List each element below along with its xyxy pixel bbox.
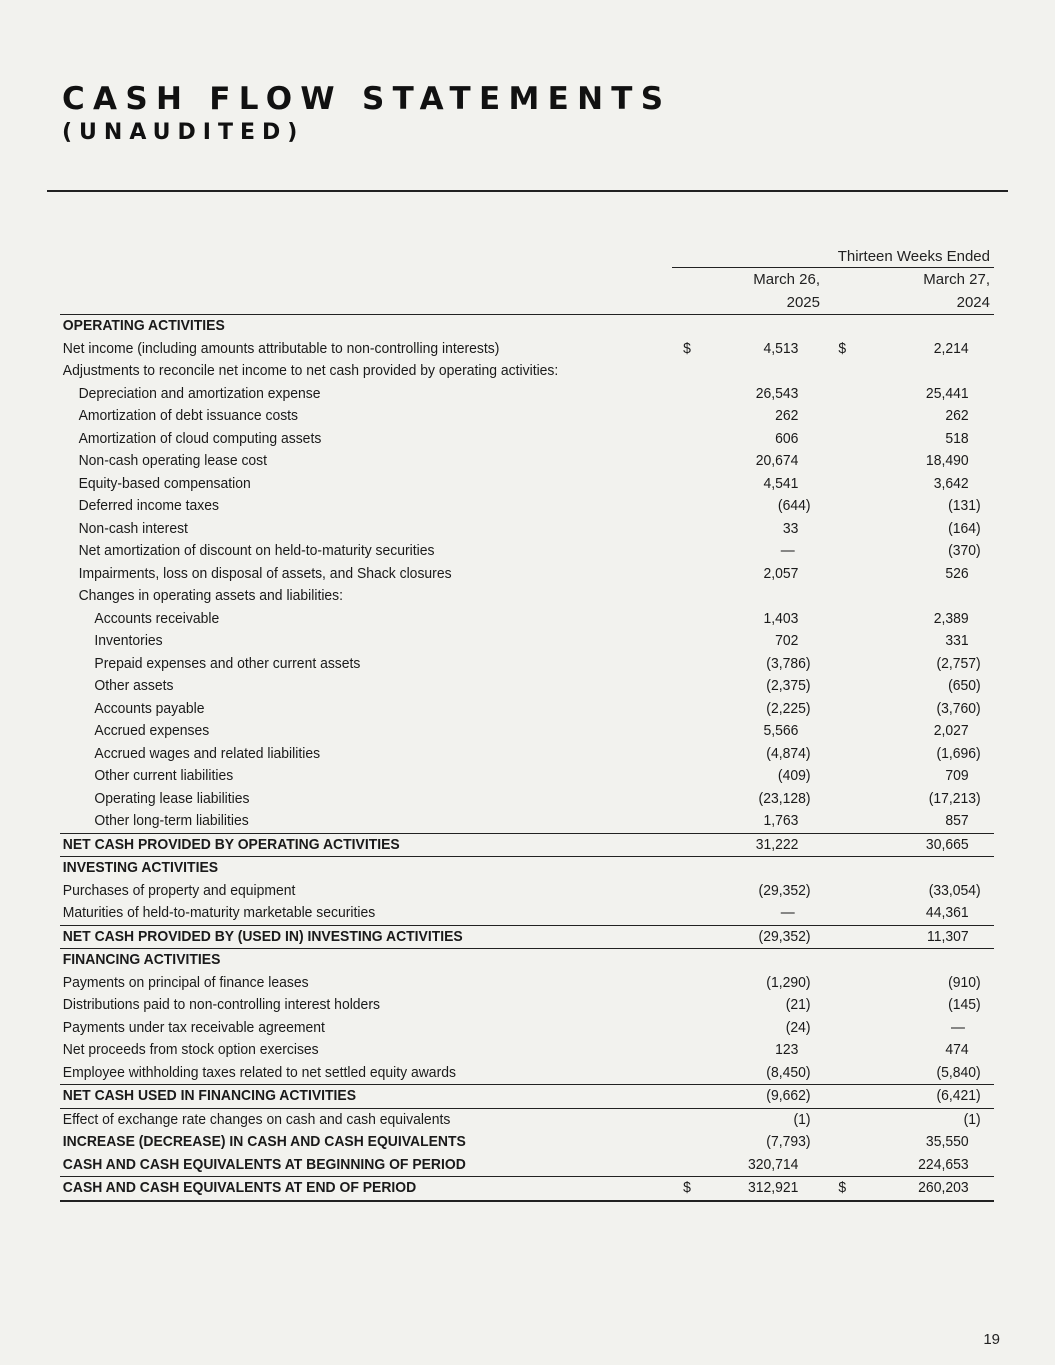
value-2025: 4,541	[763, 474, 799, 492]
value-2024: 2,027	[933, 722, 969, 739]
table-row	[60, 518, 994, 541]
row-label: Equity-based compensation	[78, 474, 251, 492]
row-label: Other current liabilities	[94, 767, 234, 784]
table-row	[60, 675, 994, 698]
row-label: OPERATING ACTIVITIES	[62, 317, 225, 334]
table-row	[60, 1154, 994, 1177]
value-2024: 518	[945, 429, 969, 447]
value-2025: (29,352)	[758, 881, 811, 899]
value-2025: 702	[775, 632, 799, 649]
value-2025: 31,222	[755, 835, 799, 853]
period-header-rule	[672, 267, 994, 268]
value-2024: 35,550	[925, 1133, 969, 1150]
row-label: Net income (including amounts attributable to non-controlling interests)	[62, 339, 500, 357]
table-row	[60, 698, 994, 721]
row-label: Prepaid expenses and other current assets	[94, 654, 361, 672]
period-header: Thirteen Weeks Ended	[837, 248, 990, 265]
table-row	[60, 1017, 994, 1040]
value-2025: 2,057	[763, 564, 799, 582]
row-label: Non-cash operating lease cost	[78, 452, 268, 469]
value-2024: 709	[945, 767, 969, 784]
row-label: NET CASH PROVIDED BY (USED IN) INVESTING ACTIVITIES	[62, 927, 463, 945]
row-label: Operating lease liabilities	[94, 789, 250, 807]
value-2024: (5,840)	[936, 1063, 981, 1081]
row-label: Other long-term liabilities	[94, 812, 249, 829]
value-2024: (370)	[948, 542, 981, 559]
table-row	[60, 450, 994, 473]
table-row	[60, 630, 994, 653]
value-2024: (1,696)	[936, 744, 981, 762]
value-2025: 123	[775, 1041, 799, 1058]
table-row	[60, 540, 994, 563]
page-title: CASH FLOW STATEMENTS	[62, 81, 672, 117]
table-row	[60, 834, 994, 857]
currency-symbol: $	[838, 339, 847, 357]
value-2024: (145)	[948, 996, 981, 1013]
table-row	[60, 608, 994, 631]
table-row	[60, 994, 994, 1017]
row-label: CASH AND CASH EQUIVALENTS AT BEGINNING OF PERIOD	[62, 1155, 466, 1173]
table-row	[60, 765, 994, 788]
value-2025: 606	[775, 429, 799, 447]
value-2025: (644)	[777, 497, 811, 514]
table-row	[60, 1062, 994, 1085]
row-label: Effect of exchange rate changes on cash and cash equivalents	[62, 1110, 451, 1128]
row-label: Deferred income taxes	[78, 497, 219, 514]
table-row	[60, 653, 994, 676]
value-2024: (2,757)	[936, 654, 981, 672]
row-label: Amortization of cloud computing assets	[78, 429, 322, 447]
value-2025: —	[780, 904, 795, 921]
value-2025: (9,662)	[766, 1087, 811, 1104]
value-2024: (1)	[963, 1110, 981, 1128]
value-2024: 2,214	[933, 339, 969, 357]
value-2024: 18,490	[925, 452, 969, 469]
value-2025: (2,375)	[766, 677, 811, 694]
page-subtitle: (UNAUDITED)	[62, 120, 305, 145]
value-2025: 33	[782, 519, 799, 537]
value-2025: 4,513	[763, 339, 799, 357]
value-2025: 1,403	[763, 609, 799, 627]
value-2025: (1)	[793, 1110, 811, 1128]
row-label: Depreciation and amortization expense	[78, 384, 321, 402]
table-row	[60, 585, 994, 608]
table-row	[60, 810, 994, 833]
row-label: Inventories	[94, 632, 163, 649]
table-row	[60, 972, 994, 995]
value-2024: 224,653	[918, 1155, 969, 1173]
value-2025: (23,128)	[758, 789, 811, 807]
table-row	[60, 405, 994, 428]
currency-symbol: $	[683, 339, 691, 357]
column-header-2024-year: 2024	[956, 294, 990, 311]
table-row	[60, 495, 994, 518]
table-row	[60, 743, 994, 766]
column-header-2024-date: March 27,	[923, 271, 990, 288]
value-2025: (7,793)	[766, 1133, 811, 1150]
table-row	[60, 1085, 994, 1108]
value-2025: 5,566	[763, 722, 799, 739]
row-label: Accrued expenses	[94, 722, 210, 739]
table-row	[60, 360, 994, 383]
value-2025: (4,874)	[766, 744, 811, 762]
value-2024: 3,642	[933, 474, 969, 492]
value-2024: 474	[945, 1041, 969, 1058]
table-row	[60, 857, 994, 880]
value-2024: 30,665	[925, 835, 969, 853]
value-2025: (8,450)	[766, 1063, 811, 1081]
row-label: INVESTING ACTIVITIES	[62, 859, 219, 876]
value-2025: (409)	[777, 767, 811, 784]
row-label: Purchases of property and equipment	[62, 881, 296, 899]
row-label: CASH AND CASH EQUIVALENTS AT END OF PERIOD	[62, 1179, 417, 1196]
row-label: Payments under tax receivable agreement	[62, 1018, 325, 1036]
row-label: Other assets	[94, 677, 174, 694]
value-2024: (910)	[948, 973, 981, 991]
row-label: Payments on principal of finance leases	[62, 973, 309, 991]
page-number: 19	[983, 1331, 1000, 1348]
table-row	[60, 949, 994, 972]
value-2024: 331	[945, 632, 969, 649]
currency-symbol: $	[838, 1179, 847, 1196]
row-label: Changes in operating assets and liabilities:	[78, 587, 344, 604]
value-2025: 20,674	[755, 452, 799, 469]
table-row	[60, 720, 994, 743]
value-2024: 44,361	[925, 904, 969, 921]
value-2025: 1,763	[763, 812, 799, 829]
table-row	[60, 788, 994, 811]
row-label: Accounts payable	[94, 699, 205, 717]
table-row	[60, 428, 994, 451]
value-2025: (29,352)	[758, 927, 811, 945]
value-2024: 857	[945, 812, 969, 829]
table-row	[60, 1039, 994, 1062]
value-2024: 2,389	[933, 609, 969, 627]
value-2025: —	[780, 542, 795, 559]
value-2025: 312,921	[747, 1179, 799, 1196]
value-2024: (3,760)	[936, 699, 981, 717]
row-label: Net amortization of discount on held-to-maturity securities	[78, 542, 435, 559]
column-header-2025-date: March 26,	[753, 271, 820, 288]
row-label: Amortization of debt issuance costs	[78, 407, 299, 424]
row-label: Distributions paid to non-controlling interest holders	[62, 996, 380, 1013]
value-2025: 26,543	[755, 384, 799, 402]
value-2025: (1,290)	[766, 973, 811, 991]
value-2025: (24)	[785, 1018, 811, 1036]
row-label: Adjustments to reconcile net income to net cash provided by operating activities:	[62, 362, 559, 379]
value-2024: (164)	[948, 519, 981, 537]
row-label: NET CASH USED IN FINANCING ACTIVITIES	[62, 1087, 357, 1104]
row-label: Maturities of held-to-maturity marketable securities	[62, 904, 376, 921]
value-2024: 25,441	[925, 384, 969, 402]
row-divider	[60, 1200, 994, 1202]
value-2024: (6,421)	[936, 1087, 981, 1104]
table-row	[60, 926, 994, 949]
table-row	[60, 315, 994, 338]
column-header-2025-year: 2025	[786, 294, 820, 311]
title-divider	[47, 190, 1008, 192]
value-2025: 320,714	[747, 1155, 799, 1173]
value-2024: 262	[945, 407, 969, 424]
table-row	[60, 473, 994, 496]
value-2024: (33,054)	[928, 881, 981, 899]
value-2025: (3,786)	[766, 654, 811, 672]
value-2024: (650)	[948, 677, 981, 694]
row-label: Impairments, loss on disposal of assets, and Shack closures	[78, 564, 452, 582]
value-2025: (2,225)	[766, 699, 811, 717]
value-2024: 526	[945, 564, 969, 582]
table-row	[60, 338, 994, 361]
row-label: Net proceeds from stock option exercises	[62, 1041, 319, 1058]
table-row	[60, 383, 994, 406]
row-label: NET CASH PROVIDED BY OPERATING ACTIVITIES	[62, 835, 400, 853]
value-2024: 11,307	[926, 927, 969, 945]
cash-flow-table	[60, 314, 994, 1202]
row-label: Non-cash interest	[78, 519, 188, 537]
table-row	[60, 1177, 994, 1200]
table-row	[60, 880, 994, 903]
row-label: FINANCING ACTIVITIES	[62, 951, 221, 968]
table-row	[60, 1109, 994, 1132]
value-2024: (17,213)	[928, 789, 981, 807]
value-2024: —	[950, 1018, 965, 1036]
row-label: Accrued wages and related liabilities	[94, 744, 321, 762]
value-2024: (131)	[948, 497, 981, 514]
value-2025: (21)	[785, 996, 811, 1013]
value-2025: 262	[775, 407, 799, 424]
value-2024: 260,203	[918, 1179, 969, 1196]
currency-symbol: $	[683, 1179, 691, 1196]
table-row	[60, 902, 994, 925]
table-row	[60, 563, 994, 586]
row-label: Accounts receivable	[94, 609, 220, 627]
row-label: INCREASE (DECREASE) IN CASH AND CASH EQUIVALENTS	[62, 1133, 466, 1150]
table-row	[60, 1131, 994, 1154]
row-label: Employee withholding taxes related to net settled equity awards	[62, 1063, 456, 1081]
